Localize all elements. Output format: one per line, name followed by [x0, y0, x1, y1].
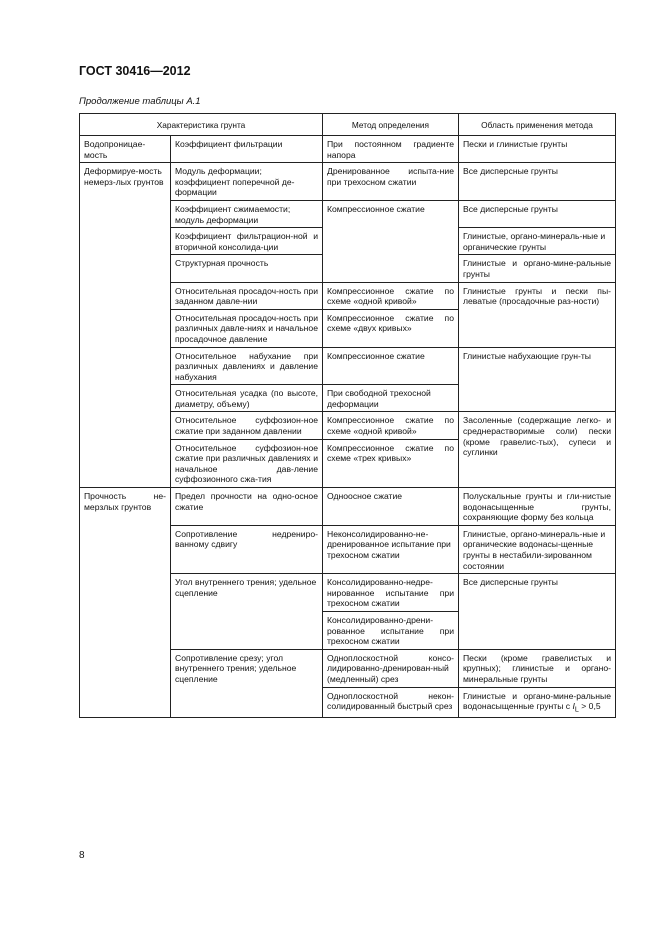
liquidity-index-symbol: I: [572, 701, 575, 712]
characteristic-cell: Угол внутреннего трения; удельное сцепление: [171, 574, 323, 650]
method-cell: Одноосное сжатие: [323, 488, 459, 526]
characteristic-cell: Структурная прочность: [171, 255, 323, 282]
application-cell: Глинистые, органо-минераль-ные и органические грунты: [459, 228, 616, 255]
table-caption: Продолжение таблицы А.1: [79, 96, 201, 107]
method-cell: Одноплоскостной некон-солидированный быстрый срез: [323, 687, 459, 718]
application-cell: Глинистые набухающие грун-ты: [459, 347, 616, 412]
characteristic-cell: Сопротивление срезу; угол внутреннего трения; удельное сцепление: [171, 649, 323, 718]
table-row: [80, 136, 616, 163]
table-row: [80, 488, 616, 526]
characteristic-cell: Относительное суффозион-ное сжатие при заданном давлении: [171, 412, 323, 439]
method-cell: Компрессионное сжатие по схеме «одной кривой»: [323, 412, 459, 439]
application-cell: Пески (кроме гравелистых и крупных); глинистые и органо-минеральные грунты: [459, 649, 616, 687]
characteristic-cell: Предел прочности на одно-осное сжатие: [171, 488, 323, 526]
application-cell: Засоленные (содержащие легко- и среднерастворимые соли) пески (кроме гравелис-тых), супеси и суглинки: [459, 412, 616, 488]
column-header-method: Метод определения: [323, 114, 459, 136]
application-text: Глинистые и органо-мине-ральные водонасыщенные грунты с: [463, 690, 611, 712]
characteristic-cell: Относительная просадоч-ность при различных давле-ниях и начальное просадочное давление: [171, 309, 323, 347]
application-cell: [459, 687, 616, 718]
application-cell: Глинистые грунты и пески пы-леватые (просадочные раз-ности): [459, 282, 616, 347]
method-cell: Одноплоскостной консо-лидированно-дренирован-ный (медленный) срез: [323, 649, 459, 687]
method-cell: При постоянном градиенте напора: [323, 136, 459, 163]
characteristic-cell: Коэффициент сжимаемости; модуль деформации: [171, 200, 323, 227]
method-cell: Компрессионное сжатие: [323, 200, 459, 282]
method-cell: Неконсолидированно-не-дренированное испытание при трехосном сжатии: [323, 525, 459, 573]
column-header-application: Область применения метода: [459, 114, 616, 136]
method-cell: Компрессионное сжатие по схеме «трех кривых»: [323, 439, 459, 487]
method-cell: Компрессионное сжатие: [323, 347, 459, 385]
methods-table: [79, 113, 616, 718]
application-cell: Все дисперсные грунты: [459, 200, 616, 227]
application-cell: Глинистые и органо-мине-ральные грунты: [459, 255, 616, 282]
application-cell: Все дисперсные грунты: [459, 574, 616, 650]
group-cell: Деформируе-мость немерз-лых грунтов: [80, 163, 171, 488]
characteristic-cell: Коэффициент фильтрации: [171, 136, 323, 163]
application-text-suffix: > 0,5: [578, 701, 601, 712]
method-cell: Дренированное испыта-ние при трехосном сжатии: [323, 163, 459, 201]
characteristic-cell: Сопротивление недрениро-ванному сдвигу: [171, 525, 323, 573]
method-cell: При свободной трехосной деформации: [323, 385, 459, 412]
column-header-characteristic: Характеристика грунта: [80, 114, 323, 136]
application-cell: Все дисперсные грунты: [459, 163, 616, 201]
characteristic-cell: Относительная усадка (по высоте, диаметру, объему): [171, 385, 323, 412]
group-cell: Водопроницае-мость: [80, 136, 171, 163]
method-cell: Компрессионное сжатие по схеме «двух кривых»: [323, 309, 459, 347]
characteristic-cell: Коэффициент фильтрацион-ной и вторичной консолида-ции: [171, 228, 323, 255]
table-header-row: [80, 114, 616, 136]
application-cell: Пески и глинистые грунты: [459, 136, 616, 163]
liquidity-index-subscript: L: [574, 705, 579, 714]
group-cell: Прочность не-мерзлых грунтов: [80, 488, 171, 718]
method-cell: Консолидированно-дрени-рованное испытание при трехосном сжатии: [323, 611, 459, 649]
application-cell: Полускальные грунты и гли-нистые водонасыщенные грунты, сохраняющие форму без кольца: [459, 488, 616, 526]
characteristic-cell: Относительное набухание при различных давлениях и давление набухания: [171, 347, 323, 385]
method-cell: Компрессионное сжатие по схеме «одной кривой»: [323, 282, 459, 309]
application-cell: Глинистые, органо-минераль-ные и органические водонасы-щенные грунты в нестабили-зированном состоянии: [459, 525, 616, 573]
page-number: 8: [79, 850, 85, 861]
characteristic-cell: Относительное суффозион-ное сжатие при различных давлениях и начальное дав-ление суффозионного сжа-тия: [171, 439, 323, 487]
table-row: [80, 163, 616, 201]
characteristic-cell: Модуль деформации; коэффициент поперечной де-формации: [171, 163, 323, 201]
method-cell: Консолидированно-недре-нированное испытание при трехосном сжатии: [323, 574, 459, 612]
characteristic-cell: Относительная просадоч-ность при заданном давле-нии: [171, 282, 323, 309]
document-header: ГОСТ 30416—2012: [79, 64, 191, 78]
